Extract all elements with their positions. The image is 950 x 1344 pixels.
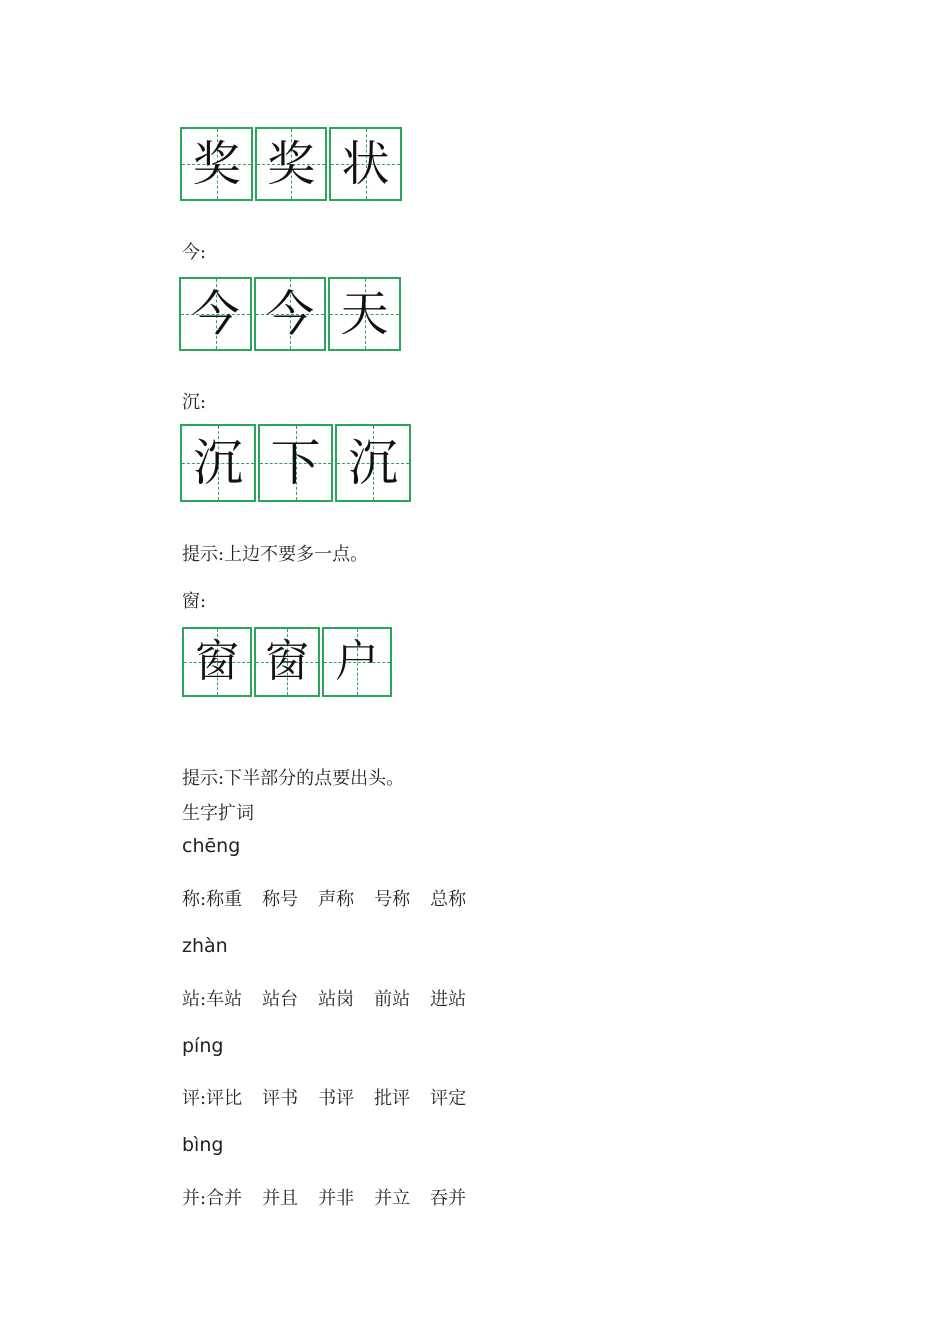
word-item: 并立 — [374, 1188, 411, 1209]
label-chuang: 窗: — [182, 591, 207, 612]
grid-char: 窗 — [195, 636, 239, 687]
grid-char: 沉 — [348, 434, 398, 492]
word-line-bing — [182, 1184, 486, 1210]
grid-cell — [328, 277, 401, 351]
char-grid-jin — [179, 277, 401, 351]
label-jin: 今: — [182, 242, 207, 263]
word-item: 吞并 — [430, 1188, 467, 1209]
grid-char: 奖 — [192, 136, 241, 192]
word-item: 站台 — [262, 989, 299, 1010]
grid-cell — [258, 424, 333, 502]
grid-cell — [182, 627, 252, 697]
word-item: 总称 — [430, 889, 467, 910]
word-line-ping — [182, 1084, 486, 1110]
label-chen: 沉: — [182, 392, 207, 413]
pinyin-ping: píng — [182, 1035, 224, 1057]
grid-char: 今 — [191, 286, 240, 342]
grid-cell — [254, 627, 320, 697]
grid-cell — [329, 127, 402, 201]
word-item: 车站 — [206, 989, 243, 1010]
pinyin-cheng: chēng — [182, 835, 241, 857]
section-title: 生字扩词 — [182, 803, 254, 824]
grid-char: 沉 — [193, 434, 243, 492]
grid-char: 窗 — [265, 636, 309, 687]
head-char: 并: — [182, 1188, 207, 1209]
grid-char: 状 — [341, 136, 390, 192]
head-char: 称: — [182, 889, 207, 910]
word-item: 前站 — [374, 989, 411, 1010]
grid-char: 今 — [265, 286, 314, 342]
word-item: 评书 — [262, 1088, 299, 1109]
grid-char: 天 — [340, 286, 389, 342]
char-grid-chuang — [182, 627, 392, 697]
word-item: 并且 — [262, 1188, 299, 1209]
grid-cell — [322, 627, 392, 697]
pinyin-zhan: zhàn — [182, 935, 228, 957]
word-line-cheng — [182, 885, 486, 911]
head-char: 站: — [182, 989, 207, 1010]
word-item: 合并 — [206, 1188, 243, 1209]
grid-char: 户 — [335, 636, 379, 687]
word-item: 批评 — [374, 1088, 411, 1109]
word-item: 站岗 — [318, 989, 355, 1010]
word-line-zhan — [182, 985, 486, 1011]
word-item: 评比 — [206, 1088, 243, 1109]
word-item: 进站 — [430, 989, 467, 1010]
pinyin-bing: bìng — [182, 1134, 224, 1156]
word-item: 书评 — [318, 1088, 355, 1109]
word-item: 评定 — [430, 1088, 467, 1109]
word-item: 号称 — [374, 889, 411, 910]
grid-char: 奖 — [266, 136, 315, 192]
word-item: 声称 — [318, 889, 355, 910]
grid-cell — [335, 424, 411, 502]
word-item: 称号 — [262, 889, 299, 910]
word-item: 称重 — [206, 889, 243, 910]
grid-cell — [254, 277, 326, 351]
tip-chen: 提示:上边不要多一点。 — [182, 544, 369, 565]
grid-cell — [180, 424, 256, 502]
grid-cell — [180, 127, 253, 201]
char-grid-jiang — [180, 127, 402, 201]
grid-char: 下 — [270, 434, 321, 492]
grid-cell — [255, 127, 327, 201]
grid-cell — [179, 277, 252, 351]
word-item: 并非 — [318, 1188, 355, 1209]
head-char: 评: — [182, 1088, 207, 1109]
tip-chuang: 提示:下半部分的点要出头。 — [182, 768, 405, 789]
char-grid-chen — [180, 424, 411, 502]
